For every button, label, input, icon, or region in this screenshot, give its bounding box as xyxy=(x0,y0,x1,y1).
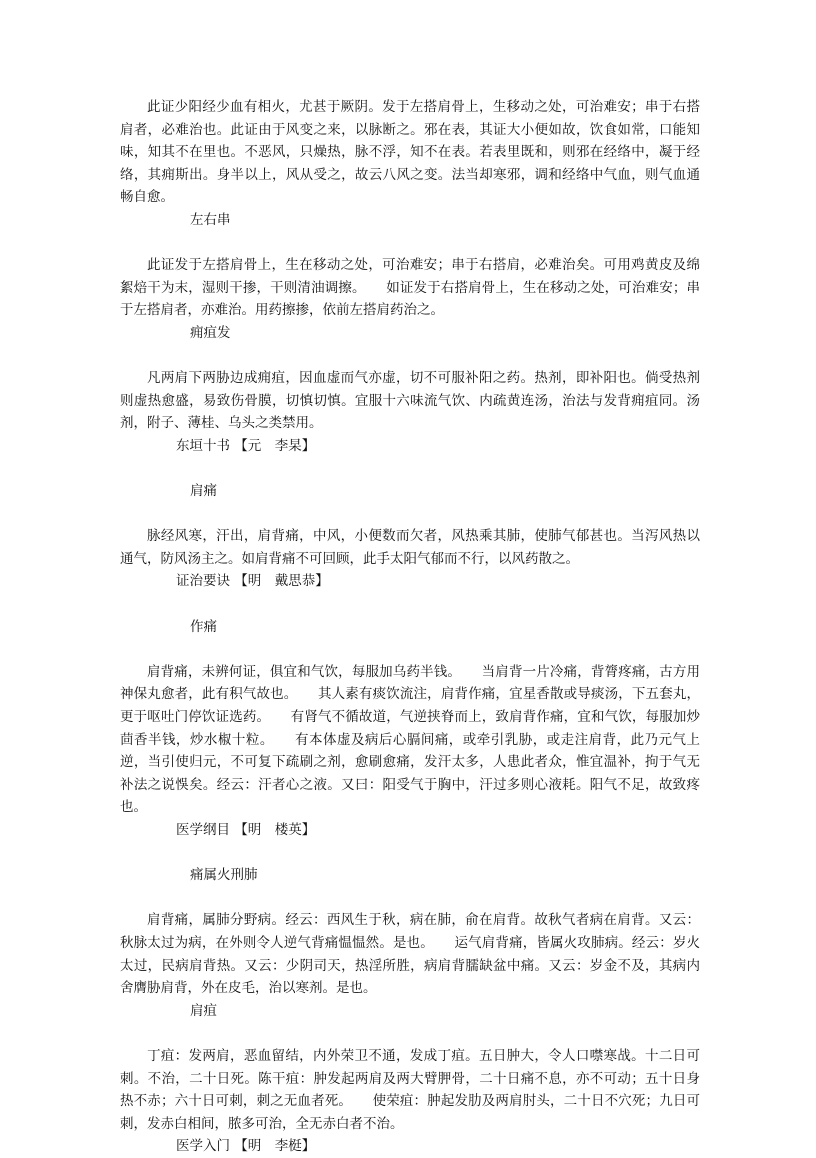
source-citation: 医学纲目 【明 楼英】 xyxy=(176,822,316,838)
blank-line xyxy=(120,1022,700,1045)
section-heading: 作痛 xyxy=(190,618,217,635)
source-citation: 东垣十书 【元 李杲】 xyxy=(176,437,316,454)
document-page xyxy=(120,96,700,1158)
section-heading: 肩痛 xyxy=(190,483,217,500)
body-paragraph: 凡两肩下两胁边成痈疽，因血虚而气亦虚，切不可服补阳之药。热剂，即补阳也。倘受热剂则虚热愈盛，易致伤骨膜，切慎切慎。宜服十六味流气饮、内疏黄连汤，治法与发背痈疽同。汤剂，附子、薄桂、乌头之类禁用。 xyxy=(120,370,700,432)
blank-line xyxy=(120,345,700,368)
body-paragraph: 脉经风寒，汗出，肩背痛，中风，小便数而欠者，风热乘其肺，使肺气郁甚也。当泻风热以通气，防风汤主之。如肩背痛不可回顾，此手太阳气郁而不行，以风药散之。 xyxy=(120,528,700,567)
source-citation: 证治要诀 【明 戴思恭】 xyxy=(176,573,329,590)
section-heading: 痈疽发 xyxy=(190,324,231,341)
blank-line xyxy=(120,458,700,481)
body-paragraph: 丁疽：发两肩，恶血留结，内外荣卫不通，发成丁疽。五日肿大，令人口噤寒战。十二日可刺。不治，二十日死。陈干疽：肿发起两肩及两大臂胛骨，二十日痛不息，亦不可动；五十日身热不赤；六十日可刺，刺之无血者死。 使荣疽：肿起发肋及两肩肘头，二十日不穴死；九日可刺，发赤白相间，脓多可治，全无赤白者不治。 xyxy=(120,1047,700,1132)
body-paragraph: 肩背痛，未辨何证，俱宜和气饮，每服加乌药半钱。 当肩背一片冷痛，背膂疼痛，古方用神保丸愈者，此有积气故也。 其人素有痰饮流注，肩背作痛，宜星香散或导痰汤，下五套丸，更于呕吐门停饮证选药。 有肾气不循故道，气逆挟脊而上，致肩背作痛，宜和气饮，每服加炒茴香半钱，炒水椒十粒。 有本体虚及病后心膈间痛，或牵引乳胁，或走注肩背，此乃元气上逆，当引使归元，不可复下疏刷之剂，愈刷愈痛，发汗太多，人患此者众，惟宜温补，拘于气无补法之说悞矣。经云：汗者心之液。又曰：阳受气于胸中，汗过多则心液耗。阳气不足，故致疼也。 xyxy=(120,663,700,816)
blank-line xyxy=(120,638,700,661)
blank-line xyxy=(120,887,700,910)
blank-line xyxy=(120,232,700,255)
section-heading: 左右串 xyxy=(190,211,231,228)
blank-line xyxy=(120,842,700,865)
source-citation: 医学入门 【明 李梃】 xyxy=(176,1138,316,1155)
blank-line xyxy=(120,503,700,526)
body-paragraph: 肩背痛，属肺分野病。经云：西风生于秋，病在肺，俞在肩背。故秋气者病在肩背。又云：秋脉太过为病，在外则令人逆气背痛愠愠然。是也。 运气肩背痛，皆属火攻肺病。经云：岁火太过，民病肩背热。又云：少阴司天，热淫所胜，病肩背臑缺盆中痛。又云：岁金不及，其病内舍膺胁肩背，外在皮毛，治以寒剂。是也。 xyxy=(120,912,700,997)
section-heading: 痛属火刑肺 xyxy=(190,867,258,884)
body-paragraph: 此证少阳经少血有相火，尤甚于厥阴。发于左搭肩骨上，生移动之处，可治难安；串于右搭肩者，必难治也。此证由于风变之来，以脉断之。邪在表，其证大小便如故，饮食如常，口能知味，知其不在里也。不恶风，只燥热，脉不浮，知不在表。若表里既和，则邪在经络中，凝于经络，其痈斯出。身半以上，风从受之，故云八风之变。法当却寒邪，调和经络中气血，则气血通畅自愈。 xyxy=(120,99,700,206)
body-paragraph: 此证发于左搭肩骨上，生在移动之处，可治难安；串于右搭肩，必难治矣。可用鸡黄皮及绵絮焙干为末，湿则干掺，干则清油调擦。 如证发于右搭肩骨上，生在移动之处，可治难安；串于左搭肩者，亦难治。用药擦掺，依前左搭肩药治之。 xyxy=(120,257,700,319)
section-heading: 肩疽 xyxy=(190,1002,217,1019)
blank-line xyxy=(120,593,700,616)
